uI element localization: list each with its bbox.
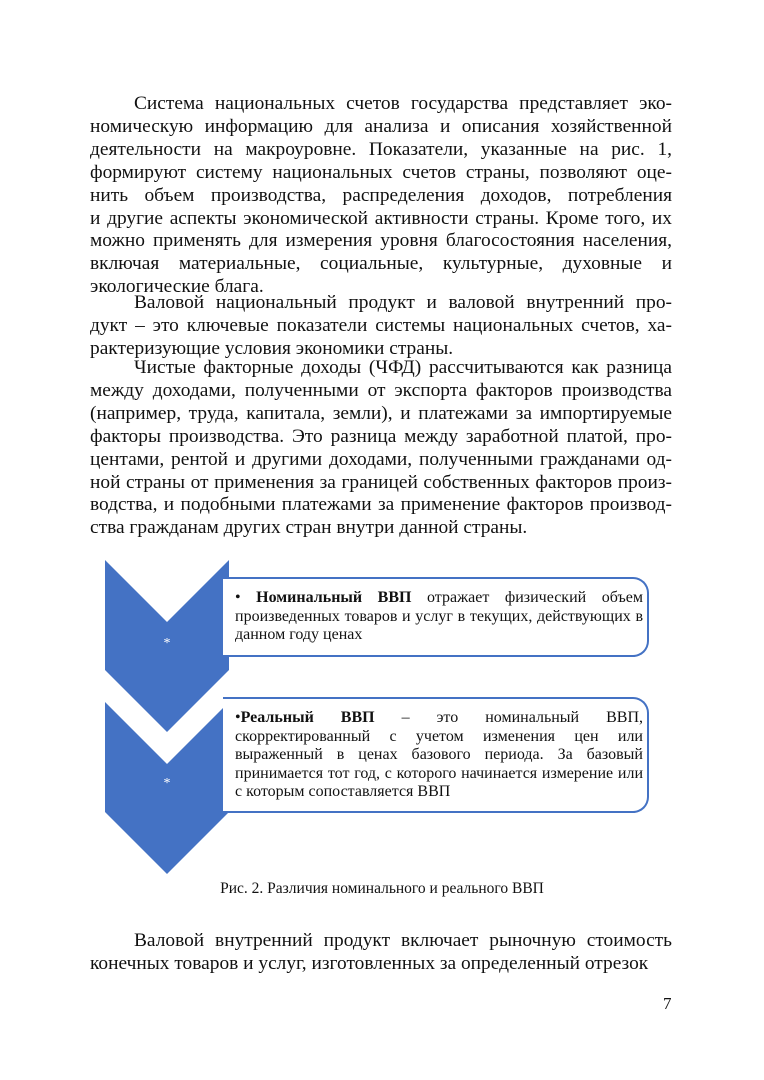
chevron-1-label: * bbox=[163, 636, 171, 651]
nominal-gdp-text: отражает физический объем произведенных товаров и услуг в текущих, действующих в данном году ценах bbox=[235, 589, 643, 643]
nominal-gdp-box bbox=[223, 577, 649, 657]
paragraph-1: Система национальных счетов государства представляет экономическую информацию для анализа и описания хозяйственной деятельности на макроуровне. Показатели, указанные на рис. 1, формируют систему национальных счетов страны, позволяют оценить объем производства, распределения доходов, потребления и другие аспекты экономической активности страны. Кроме того, их можно применять для измерения уровня благосостояния населения, включая материальные, социальные, культурные, духовные и экологические блага. bbox=[90, 93, 672, 298]
paragraph-3: Чистые факторные доходы (ЧФД) рассчитываются как разница между доходами, полученными от экспорта факторов производства (например, труда, капитала, земли), и платежами за импортируемые факторы производства. Это разница между заработной платой, процентами, рентой и другими доходами, полученными гражданами одной страны от применения за границей собственных факторов производства, и подобными платежами за применение факторов производства гражданам других стран внутри данной страны. bbox=[90, 357, 672, 539]
real-gdp-term: Реальный ВВП bbox=[240, 709, 375, 726]
paragraph-4: Валовой внутренний продукт включает рыночную стоимость конечных товаров и услуг, изготовленных за определенный отрезок bbox=[90, 930, 672, 974]
page-number: 7 bbox=[663, 994, 672, 1013]
chevron-2-label: * bbox=[163, 776, 171, 791]
paragraph-2: Валовой национальный продукт и валовой внутренний продукт – это ключевые показатели системы национальных счетов, характеризующие условия экономики страны. bbox=[90, 292, 672, 359]
gdp-diagram bbox=[105, 560, 657, 880]
real-gdp-bullet: • bbox=[235, 709, 241, 726]
nominal-gdp-bullet: • bbox=[235, 589, 257, 606]
nominal-gdp-term: Номинальный ВВП bbox=[256, 589, 412, 606]
real-gdp-text: – это номинальный ВВП, скорректированный с учетом изменения цен или выраженный в ценах базового периода. За базовый принимается тот год, с которого начинается измерение или с которым сопоставляется ВВП bbox=[235, 709, 644, 800]
figure-caption: Рис. 2. Различия номинального и реального ВВП bbox=[220, 880, 544, 897]
real-gdp-box bbox=[223, 697, 649, 813]
